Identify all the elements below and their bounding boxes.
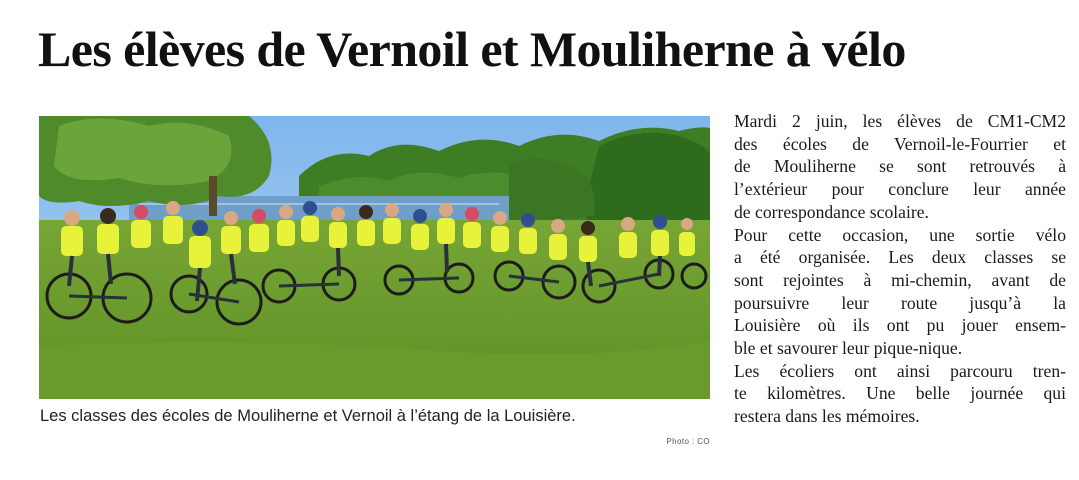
body-line: l’extérieur pour conclure leur année [734,179,1066,200]
body-line: Mardi 2 juin, les élèves de CM1-CM2 [734,111,1066,131]
body-line: des écoles de Vernoil-le-Fourrier et [734,133,1066,154]
body-line: poursuivre leur route jusqu’à la [734,292,1066,313]
body-line: Les écoliers ont ainsi parcouru tren- [734,360,1066,381]
body-line: Louisière où ils ont pu jouer ensem- [734,315,1066,336]
body-line: a été organisée. Les deux classes se [734,247,1066,268]
photo-credit: Photo : CO [666,437,710,446]
body-line: te kilomètres. Une belle journée qui [734,383,1066,404]
body-line: sont rejointes à mi-chemin, avant de [734,269,1066,290]
body-line: Pour cette occasion, une sortie vélo [734,224,1066,245]
article-photo [39,116,710,399]
body-line: ble et savourer leur pique-nique. [734,338,963,359]
body-line: de correspondance scolaire. [734,201,929,222]
body-line: de Mouliherne se sont retrouvés à [734,156,1066,177]
photo-caption: Les classes des écoles de Mouliherne et Vernoil à l’étang de la Louisière. [40,407,576,425]
body-line: restera dans les mémoires. [734,406,920,427]
article-headline: Les élèves de Vernoil et Mouliherne à vélo [38,21,906,77]
article-body [734,110,1066,428]
